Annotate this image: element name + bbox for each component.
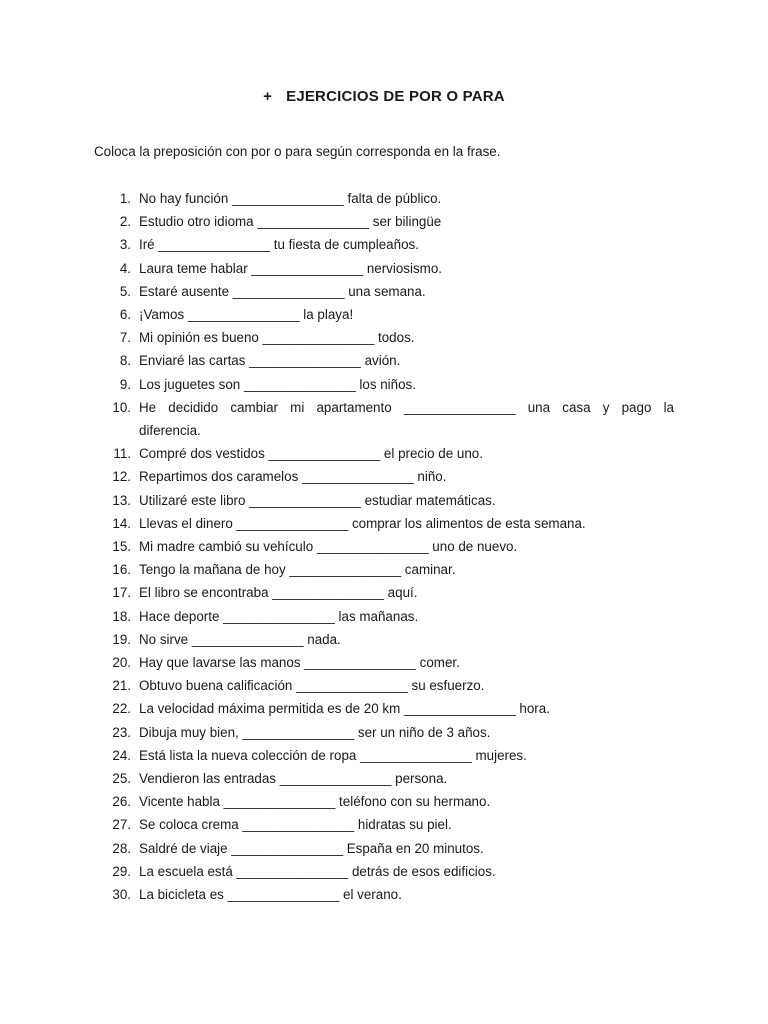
exercise-item xyxy=(94,581,674,604)
exercise-sentence: No sirve _______________ nada. xyxy=(139,631,341,647)
exercise-number: 20. xyxy=(112,655,131,671)
exercise-number: 26. xyxy=(112,794,131,810)
exercise-number: 1. xyxy=(119,191,131,206)
exercise-sentence: Tengo la mañana de hoy _______________ caminar. xyxy=(139,562,456,578)
exercise-number: 30. xyxy=(112,887,131,903)
exercise-item xyxy=(94,651,674,674)
exercise-item xyxy=(94,558,674,581)
exercise-sentence: Obtuvo buena calificación _______________ su esfuerzo. xyxy=(139,678,485,694)
title-text: EJERCICIOS DE POR O PARA xyxy=(286,88,505,105)
exercise-sentence: Enviaré las cartas _______________ avión. xyxy=(139,353,401,369)
exercise-sentence: Se coloca crema _______________ hidratas su piel. xyxy=(139,817,452,833)
exercise-sentence: La bicicleta es _______________ el verano. xyxy=(139,887,402,903)
exercise-item xyxy=(94,257,674,280)
exercise-sentence: Vicente habla _______________ teléfono con su hermano. xyxy=(139,794,491,810)
exercise-number: 27. xyxy=(112,817,131,833)
exercise-sentence: Mi madre cambió su vehículo _______________ uno de nuevo. xyxy=(139,539,518,555)
exercise-item xyxy=(94,837,674,860)
exercise-sentence: Dibuja muy bien, _______________ ser un niño de 3 años. xyxy=(139,724,491,740)
exercise-number: 9. xyxy=(119,376,131,392)
exercise-number: 12. xyxy=(112,469,131,485)
exercise-number: 23. xyxy=(112,724,131,740)
title-bullet: + xyxy=(263,88,273,105)
exercise-item xyxy=(94,489,674,512)
exercise-item xyxy=(94,721,674,744)
exercise-number: 16. xyxy=(112,562,131,578)
exercise-item xyxy=(94,210,674,233)
exercise-sentence: Estaré ausente _______________ una semana. xyxy=(139,283,426,299)
exercise-item xyxy=(94,860,674,883)
exercise-sentence: Estudio otro idioma _______________ ser bilingüe xyxy=(139,214,442,230)
exercise-sentence: La escuela está _______________ detrás de esos edificios. xyxy=(139,863,496,879)
exercise-item xyxy=(94,326,674,349)
exercise-item xyxy=(94,233,674,256)
exercise-item xyxy=(94,744,674,767)
exercise-item xyxy=(94,512,674,535)
exercise-item xyxy=(94,187,674,210)
exercise-number: 10. xyxy=(112,399,131,415)
exercise-item xyxy=(94,442,674,465)
exercise-sentence: Los juguetes son _______________ los niños. xyxy=(139,376,416,392)
exercise-list xyxy=(94,187,674,906)
exercise-number: 19. xyxy=(112,631,131,647)
exercise-number: 5. xyxy=(119,283,131,299)
page-title xyxy=(0,87,768,107)
exercise-item xyxy=(94,674,674,697)
exercise-sentence: He decidido cambiar mi apartamento _______________ una casa y pago la xyxy=(139,399,674,415)
exercise-sentence: Hay que lavarse las manos _______________ comer. xyxy=(139,655,460,671)
exercise-item xyxy=(94,465,674,488)
exercise-item xyxy=(94,349,674,372)
exercise-number: 29. xyxy=(112,863,131,879)
exercise-number: 3. xyxy=(119,237,131,253)
exercise-item xyxy=(94,628,674,651)
exercise-number: 7. xyxy=(119,330,131,346)
exercise-number: 13. xyxy=(112,492,131,508)
exercise-number: 8. xyxy=(119,353,131,369)
exercise-item xyxy=(94,697,674,720)
exercise-sentence: El libro se encontraba _______________ aquí. xyxy=(139,585,418,601)
exercise-item xyxy=(94,605,674,628)
exercise-number: 21. xyxy=(112,678,131,694)
exercise-number: 4. xyxy=(119,260,131,276)
exercise-sentence: Laura teme hablar _______________ nerviosismo. xyxy=(139,260,442,276)
exercise-number: 6. xyxy=(119,307,131,323)
exercise-sentence: Llevas el dinero _______________ comprar los alimentos de esta semana. xyxy=(139,515,586,531)
exercise-sentence-continuation: diferencia. xyxy=(139,423,201,439)
exercise-item xyxy=(94,280,674,303)
exercise-number: 25. xyxy=(112,771,131,787)
exercise-number: 24. xyxy=(112,747,131,763)
exercise-sentence: Está lista la nueva colección de ropa _______________ mujeres. xyxy=(139,747,527,763)
exercise-sentence: Saldré de viaje _______________ España en 20 minutos. xyxy=(139,840,484,856)
exercise-sentence: Hace deporte _______________ las mañanas. xyxy=(139,608,419,624)
exercise-sentence: Utilizaré este libro _______________ estudiar matemáticas. xyxy=(139,492,496,508)
exercise-item xyxy=(94,883,674,906)
exercise-number: 15. xyxy=(112,539,131,555)
exercise-number: 11. xyxy=(113,446,131,462)
exercise-sentence: Iré _______________ tu fiesta de cumpleaños. xyxy=(139,237,419,253)
exercise-number: 17. xyxy=(112,585,131,601)
exercise-sentence: No hay función _______________ falta de público. xyxy=(139,191,442,206)
exercise-item xyxy=(94,813,674,836)
instruction-text: Coloca la preposición con por o para según corresponda en la frase. xyxy=(94,144,501,159)
exercise-item xyxy=(94,535,674,558)
exercise-number: 2. xyxy=(119,214,131,230)
exercise-sentence: Compré dos vestidos _______________ el precio de uno. xyxy=(139,446,483,462)
exercise-sentence: Vendieron las entradas _______________ persona. xyxy=(139,771,448,787)
exercise-sentence: Mi opinión es bueno _______________ todos. xyxy=(139,330,415,346)
exercise-number: 14. xyxy=(112,515,131,531)
exercise-item xyxy=(94,790,674,813)
exercise-number: 28. xyxy=(112,840,131,856)
exercise-item xyxy=(94,373,674,396)
exercise-number: 18. xyxy=(112,608,131,624)
exercise-item xyxy=(94,303,674,326)
exercise-sentence: ¡Vamos _______________ la playa! xyxy=(139,307,354,323)
exercise-sentence: La velocidad máxima permitida es de 20 km _______________ hora. xyxy=(139,701,550,717)
exercise-item xyxy=(94,396,674,442)
exercise-item xyxy=(94,767,674,790)
exercise-number: 22. xyxy=(112,701,131,717)
exercise-sentence: Repartimos dos caramelos _______________ niño. xyxy=(139,469,447,485)
